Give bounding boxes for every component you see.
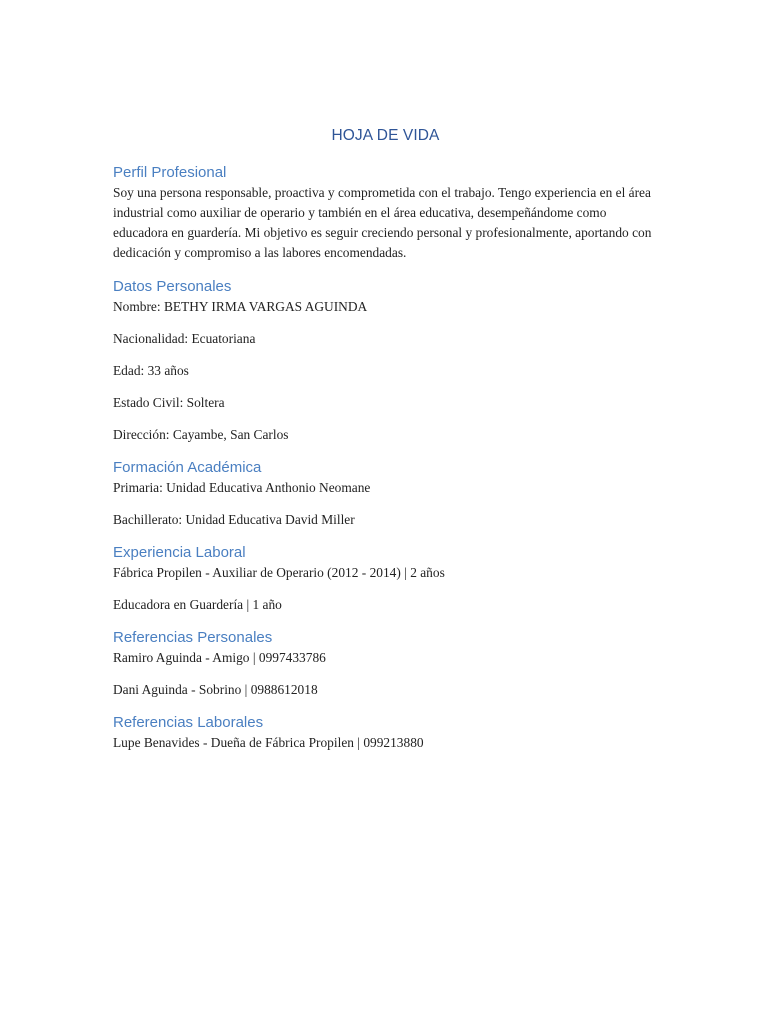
heading-perfil-profesional: Perfil Profesional (113, 164, 227, 181)
datos-nombre: Nombre: BETHY IRMA VARGAS AGUINDA (113, 299, 368, 314)
document-page (113, 126, 658, 753)
heading-datos-personales: Datos Personales (113, 278, 232, 295)
section-perfil-profesional (113, 163, 658, 263)
referencia-personal-ramiro: Ramiro Aguinda - Amigo | 0997433786 (113, 650, 326, 665)
datos-direccion: Dirección: Cayambe, San Carlos (113, 427, 289, 442)
perfil-profesional-text: Soy una persona responsable, proactiva y comprometida con el trabajo. Tengo experiencia en el área industrial como auxiliar de operario y también en el área educativa, desempeñándome como educadora en guardería. Mi objetivo es seguir creciendo personal y profesionalmente, aportando con dedicación y compromiso a las labores encomendadas. (113, 185, 652, 260)
document-title: HOJA DE VIDA (331, 127, 440, 144)
section-referencias-laborales (113, 713, 658, 753)
experiencia-item-guarderia: Educadora en Guardería | 1 año (113, 597, 282, 612)
datos-edad: Edad: 33 años (113, 363, 189, 378)
formacion-primaria: Primaria: Unidad Educativa Anthonio Neomane (113, 480, 371, 495)
heading-referencias-laborales: Referencias Laborales (113, 714, 264, 731)
referencia-laboral-lupe: Lupe Benavides - Dueña de Fábrica Propilen | 099213880 (113, 735, 424, 750)
heading-experiencia-laboral: Experiencia Laboral (113, 544, 246, 561)
datos-estado-civil: Estado Civil: Soltera (113, 395, 225, 410)
experiencia-item-fabrica: Fábrica Propilen - Auxiliar de Operario (2012 - 2014) | 2 años (113, 565, 445, 580)
section-datos-personales (113, 277, 658, 445)
section-formacion-academica (113, 458, 658, 530)
section-experiencia-laboral (113, 543, 658, 615)
heading-formacion-academica: Formación Académica (113, 459, 262, 476)
referencia-personal-dani: Dani Aguinda - Sobrino | 0988612018 (113, 682, 318, 697)
datos-nacionalidad: Nacionalidad: Ecuatoriana (113, 331, 256, 346)
section-referencias-personales (113, 628, 658, 700)
heading-referencias-personales: Referencias Personales (113, 629, 273, 646)
formacion-bachillerato: Bachillerato: Unidad Educativa David Miller (113, 512, 355, 527)
